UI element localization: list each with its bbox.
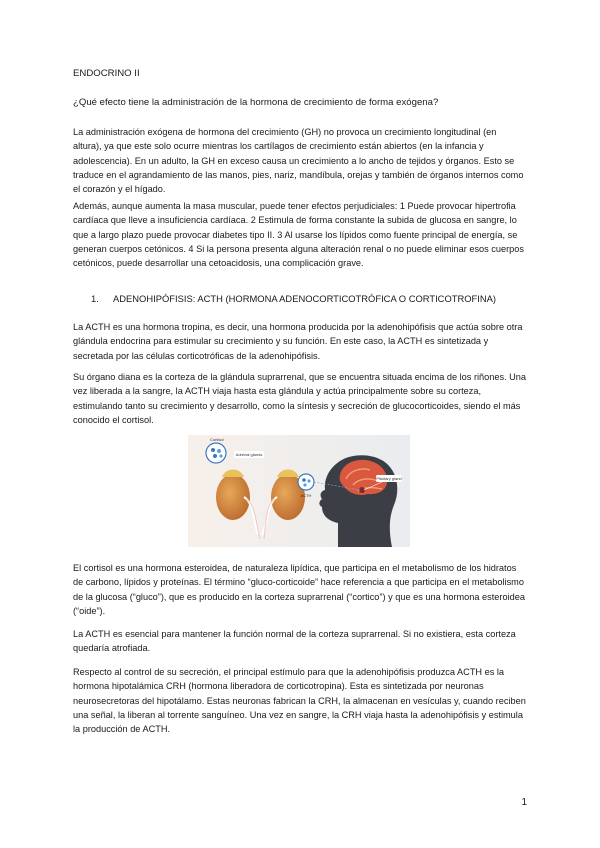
paragraph-acth-essential: La ACTH es esencial para mantener la función normal de la corteza suprarrenal. Si no existiera, esta corteza quedaría atrofiada. [73, 629, 516, 654]
acth-molecule-icon [298, 474, 314, 490]
section-heading-text: ADENOHIPÓFISIS: ACTH (HORMONA ADENOCORTICOTRÓFICA O CORTICOTROFINA) [113, 293, 497, 304]
section-number: 1. [91, 293, 99, 304]
paragraph-gh-effects: La administración exógena de hormona del crecimiento (GH) no provoca un crecimiento longitudinal (en altura), ya que este solo ocurre mientras los cartílagos de crecimiento están abiertos (en la infancia y adolescencia). En un adulto, la GH en exceso causa un crecimiento a lo ancho de tejidos y órganos. Esto se traduce en el agrandamiento de las manos, pies, nariz, mandíbula, orejas y también de órganos internos como el corazón y el hígado. [73, 127, 524, 195]
adrenal-label: Adrenal glands [235, 452, 263, 458]
paragraph-harmful-effects: Además, aunque aumenta la masa muscular, puede tener efectos perjudiciales: 1 Puede provocar hipertrofia cardíaca que lleve a insuficiencia cardíaca. 2 Estimula de forma constante la subida de glucosa en sangre, lo que a largo plazo puede provocar diabetes tipo II. 3 Al usarse los lípidos como fuente principal de energía, se generan cuerpos cetónicos. 4 Si la persona presenta alguna alteración renal o no puede eliminar esos cuerpos cetónicos, puede desarrollar una cetoacidosis, una complicación grave. [73, 201, 524, 269]
paragraph-cortisol: El cortisol es una hormona esteroidea, de naturaleza lipídica, que participa en el metabolismo de los hidratos de carbono, lípidos y proteínas. El término “gluco-corticoide” hace referencia a que participa en el metabolismo de la glucosa (“gluco”), que es producido en la corteza suprarrenal (“cortico”) y que es una hormona esteroidea (“oide”). [73, 563, 525, 616]
paragraph-secretion-control: Respecto al control de su secreción, el principal estímulo para que la adenohipófisis produzca ACTH es la hormona hipotalámica CRH (hormona liberadora de corticotropina). Esta es sintetizada por neuronas neurosecretoras del hipotálamo. Estas neuronas fabrican la CRH, la almacenan en vesículas y, cuando reciben una señal, la liberan al torrente sanguíneo. Una vez en sangre, la CRH viaja hasta la adenohipófisis y estimula la producción de ACTH. [73, 667, 526, 735]
document-title: ENDOCRINO II [73, 68, 140, 79]
paragraph-acth-definition: La ACTH es una hormona tropina, es decir, una hormona producida por la adenohipófisis que actúa sobre otra glándula endocrina para estimular su crecimiento y su función. En este caso, la ACTH es sintetizada y secretada por las células corticotróficas de la adenohipófisis. [73, 322, 523, 361]
acth-illustration [188, 435, 410, 547]
pituitary-label: Pituitary gland [376, 476, 402, 482]
cortisol-label: Cortisol [210, 437, 224, 442]
acth-label: ACTH [300, 493, 312, 498]
paragraph-target-organ: Su órgano diana es la corteza de la glándula suprarrenal, que se encuentra situada encima de los riñones. Una vez liberada a la sangre, la ACTH viaja hasta esta glándula y actúa principalmente sobre su corteza, estimulando tanto su crecimiento y desarrollo, como la síntesis y secreción de glucocorticoides, siendo el más conocido el cortisol. [73, 372, 527, 425]
section-heading-acth [91, 292, 527, 306]
cortisol-molecule-icon [206, 443, 226, 463]
question-heading: ¿Qué efecto tiene la administración de la hormona de crecimiento de forma exógena? [73, 97, 439, 108]
page-number: 1 [521, 797, 527, 808]
